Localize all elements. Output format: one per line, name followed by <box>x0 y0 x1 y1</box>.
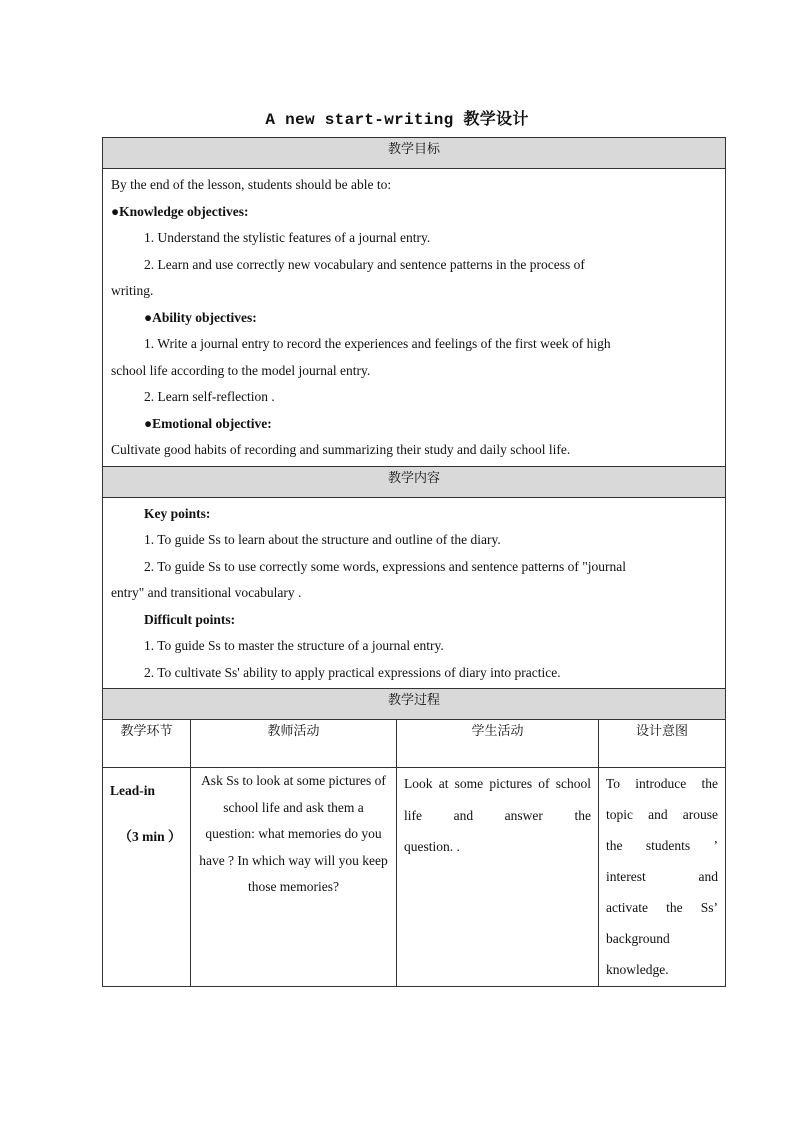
design-intent-line: interest and <box>606 869 719 884</box>
objectives-section <box>103 169 726 467</box>
student-activity-end: question. . <box>404 839 460 854</box>
key-point-1: 1. To guide Ss to learn about the structure and outline of the diary. <box>144 532 501 547</box>
knowledge-heading: ●Knowledge objectives: <box>111 203 249 219</box>
column-header-design: 设计意图 <box>599 720 726 768</box>
design-intent-cell <box>599 768 726 987</box>
stage-time: （3 min ） <box>118 829 182 844</box>
stage-cell <box>103 768 191 987</box>
table-row <box>103 768 726 987</box>
ability-item-2: 2. Learn self-reflection . <box>144 389 275 404</box>
design-intent-line: the students ’ <box>606 838 719 853</box>
difficult-points-heading: Difficult points: <box>144 611 236 627</box>
column-header-stage: 教学环节 <box>103 720 191 768</box>
ability-heading: ●Ability objectives: <box>144 309 257 325</box>
emotional-item-1: Cultivate good habits of recording and summarizing their study and daily school life. <box>111 442 571 457</box>
content-header: 教学内容 <box>103 466 726 497</box>
column-header-student: 学生活动 <box>397 720 599 768</box>
design-intent-line: activate the Ss’ <box>606 900 719 915</box>
knowledge-item-1: 1. Understand the stylistic features of a journal entry. <box>144 230 431 245</box>
difficult-point-2: 2. To cultivate Ss' ability to apply practical expressions of diary into practice. <box>144 664 561 680</box>
stage-name: Lead-in <box>110 783 156 798</box>
ability-item-1: 1. Write a journal entry to record the experiences and feelings of the first week of high <box>144 336 611 351</box>
student-activity-cell <box>397 768 599 987</box>
content-section <box>103 497 726 689</box>
column-header-teacher: 教师活动 <box>191 720 397 768</box>
key-points-heading: Key points: <box>144 505 211 521</box>
teacher-activity-cell <box>191 768 397 987</box>
ability-item-1-cont: school life according to the model journal entry. <box>111 362 371 378</box>
student-activity: Look at some pictures of school life and answer the <box>404 776 591 823</box>
key-point-2-cont: entry" and transitional vocabulary . <box>111 585 302 600</box>
knowledge-item-2: 2. Learn and use correctly new vocabulary and sentence patterns in the process of <box>144 256 585 272</box>
knowledge-item-2-cont: writing. <box>111 283 154 298</box>
design-intent-line: background <box>606 931 670 946</box>
title-chinese: 教学设计 <box>463 109 529 128</box>
emotional-heading: ●Emotional objective: <box>144 415 272 431</box>
objectives-header: 教学目标 <box>103 138 726 169</box>
difficult-point-1: 1. To guide Ss to master the structure of a journal entry. <box>144 638 444 653</box>
design-intent-line: topic and arouse <box>606 807 719 822</box>
process-header: 教学过程 <box>103 689 726 720</box>
lesson-plan-table <box>102 137 726 987</box>
objectives-intro: By the end of the lesson, students should be able to: <box>111 177 392 192</box>
design-intent-line: knowledge. <box>606 962 669 977</box>
design-intent-line: To introduce the <box>606 776 719 791</box>
document-title <box>0 106 794 129</box>
title-english: A new start-writing <box>265 111 454 129</box>
teacher-activity: Ask Ss to look at some pictures of school life and ask them a question: what memories do you have ? In which way will you keep those memories? <box>199 773 388 894</box>
key-point-2: 2. To guide Ss to use correctly some words, expressions and sentence patterns of "journal <box>144 558 626 574</box>
